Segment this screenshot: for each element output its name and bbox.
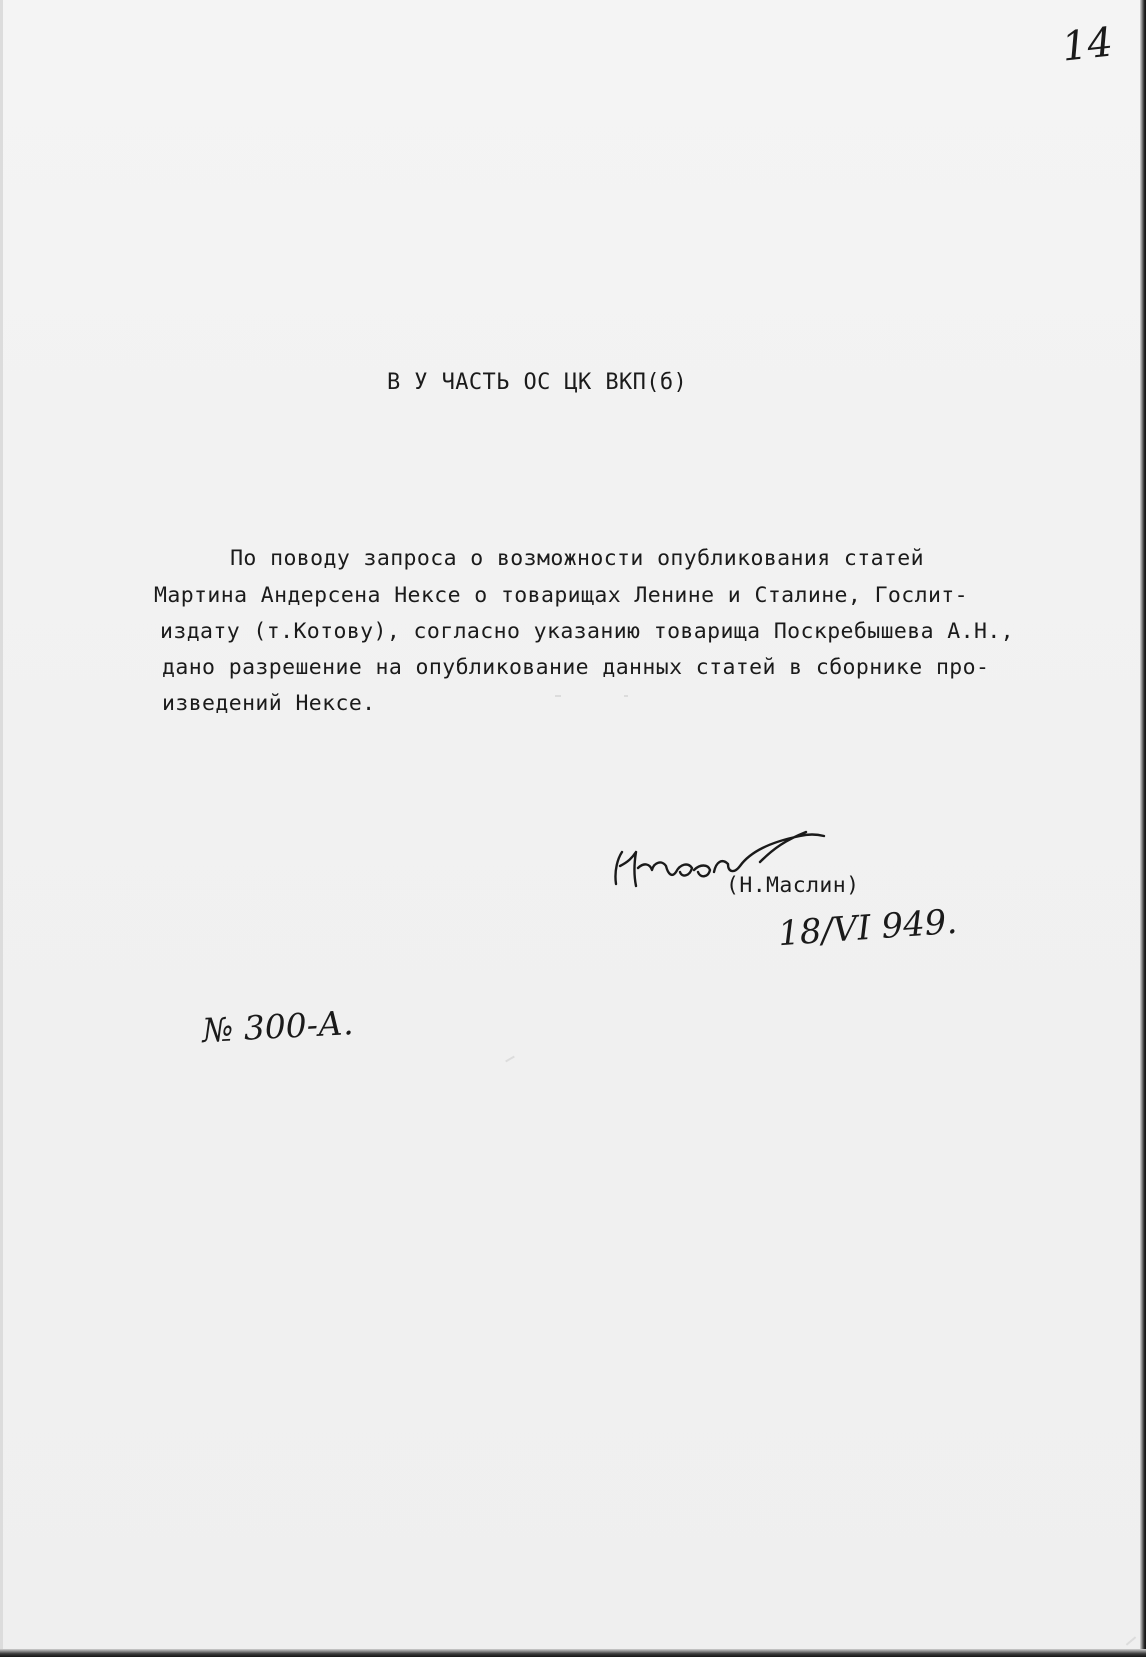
paper-speck: [505, 1056, 515, 1063]
body-line: Мартина Андерсена Нексе о товарищах Ленине и Сталине, Гослит-: [154, 583, 968, 608]
body-line: дано разрешение на опубликование данных статей в сборнике про-: [162, 655, 990, 680]
scan-edge-left: [0, 0, 3, 1657]
scan-edge-right: [1140, 0, 1146, 1657]
paper-speck: [555, 695, 561, 697]
handwritten-date: 18/VI 949.: [776, 901, 959, 955]
paper-speck: [1126, 1636, 1136, 1645]
scan-edge-bottom: [0, 1649, 1146, 1657]
body-line: По поводу запроса о возможности опубликования статей: [150, 546, 924, 571]
page-number: 14: [1059, 19, 1116, 71]
addressee-heading: В У ЧАСТЬ ОС ЦК ВКП(б): [387, 370, 688, 395]
signatory-name: (Н.Маслин): [726, 873, 860, 898]
reference-number: № 300-А.: [201, 1003, 355, 1050]
paper-speck: [624, 695, 628, 697]
body-line: издату (т.Котову), согласно указанию товарища Поскребышева А.Н.,: [160, 619, 1015, 644]
body-line: изведений Нексе.: [162, 691, 376, 716]
